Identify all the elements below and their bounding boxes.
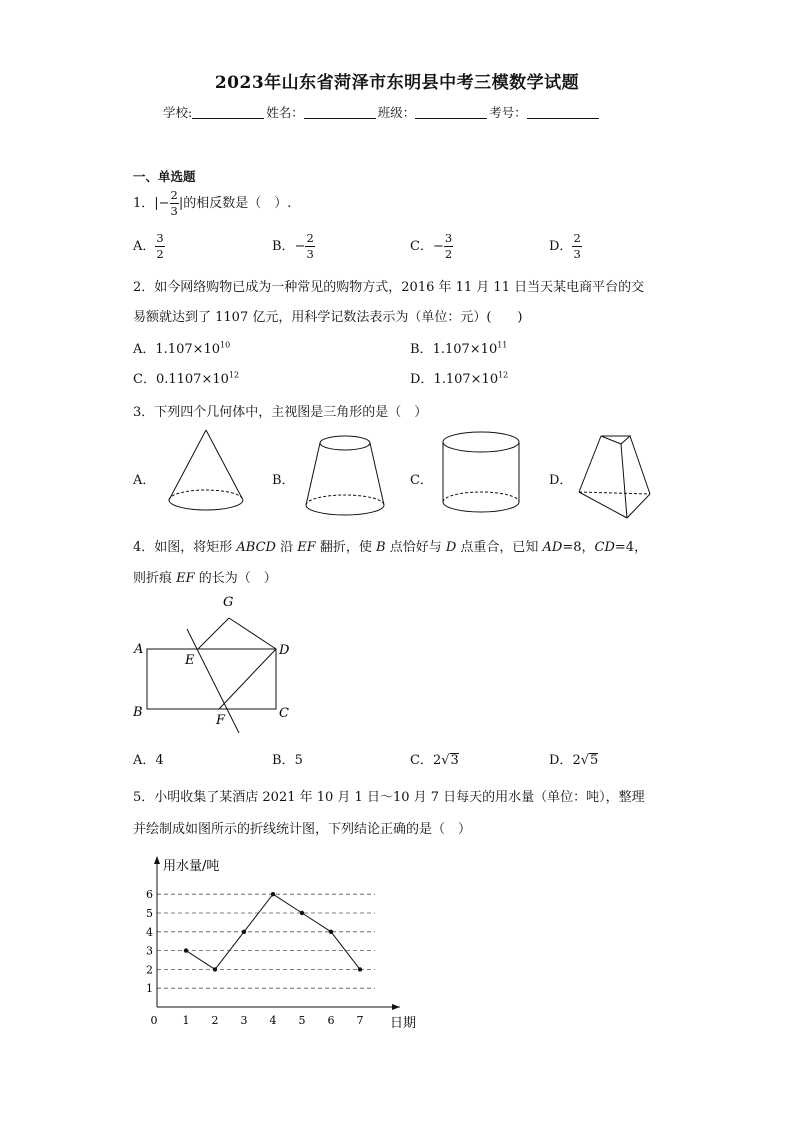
class-blank[interactable] xyxy=(415,106,487,119)
q4-option-b[interactable]: B．5 xyxy=(272,753,303,768)
name-label: 姓名： xyxy=(266,105,304,120)
data-point xyxy=(358,967,362,971)
q2-option-b[interactable]: B．$1.107\times 10^{11}$ xyxy=(410,340,508,357)
label-f: F xyxy=(216,713,226,728)
y-tick-label: 1 xyxy=(146,982,153,996)
q1-option-c[interactable]: C．− $\frac{3}{2}$ xyxy=(410,231,453,261)
q1-option-d[interactable]: D． $\frac{2}{3}$ xyxy=(549,231,581,261)
number-label: 考号： xyxy=(489,105,527,120)
question-1 xyxy=(133,190,291,217)
section-title: 一、单选题 xyxy=(133,169,196,184)
q4-option-d[interactable]: D．2√5 xyxy=(549,753,599,768)
q5-line-2: 并绘制成如图所示的折线统计图，下列结论正确的是（ ） xyxy=(133,822,472,837)
y-axis-label: 用水量/吨 xyxy=(163,859,220,874)
y-axis-arrow-icon xyxy=(154,856,160,864)
q2-option-d[interactable]: D．$1.107\times 10^{12}$ xyxy=(410,370,509,387)
x-axis-label: 日期 xyxy=(390,1016,417,1031)
x-axis-arrow-icon xyxy=(392,1004,400,1010)
q2-line-1: 2．如今网络购物已成为一种常见的购物方式，2016 年 11 月 11 日当天某电商平台的交 xyxy=(133,280,645,295)
q4-option-a[interactable]: A．4 xyxy=(133,753,164,768)
x-tick-label: 7 xyxy=(356,1014,364,1027)
q2-line-2: 易额就达到了 1107 亿元，用科学记数法表示为（单位：元）( ) xyxy=(133,310,523,325)
data-point xyxy=(271,892,275,896)
data-point xyxy=(242,930,246,934)
data-point xyxy=(213,967,217,971)
y-tick-label: 4 xyxy=(146,925,153,939)
water-usage-line-chart xyxy=(140,850,430,1040)
origin-label: 0 xyxy=(150,1014,158,1027)
y-tick-label: 5 xyxy=(146,907,153,920)
class-label: 班级： xyxy=(377,105,416,120)
y-tick-label: 6 xyxy=(146,888,153,902)
name-blank[interactable] xyxy=(304,106,376,119)
label-e: E xyxy=(185,653,195,668)
q2-option-a[interactable]: A．$1.107\times 10^{10}$ xyxy=(133,340,231,357)
data-point xyxy=(329,930,333,934)
pyramid-icon xyxy=(575,430,655,522)
label-a: A xyxy=(134,642,144,657)
q1-prefix: 1．|− xyxy=(133,196,170,211)
x-tick-label: 6 xyxy=(327,1014,335,1027)
x-tick-label: 4 xyxy=(269,1014,277,1027)
student-info-row xyxy=(163,103,601,121)
y-tick-label: 3 xyxy=(146,944,153,958)
q1-option-b[interactable]: B．− $\frac{2}{3}$ xyxy=(272,231,314,261)
q3-option-a[interactable]: A． xyxy=(133,473,156,488)
cone-icon xyxy=(165,428,247,518)
x-tick-label: 2 xyxy=(211,1014,219,1027)
q3-option-d[interactable]: D． xyxy=(549,473,573,488)
q3-option-b[interactable]: B． xyxy=(272,473,295,488)
q2-option-c[interactable]: C．$0.1107\times 10^{12}$ xyxy=(133,370,240,387)
x-tick-label: 5 xyxy=(298,1014,306,1027)
q5-line-1: 5．小明收集了某酒店 2021 年 10 月 1 日～10 月 7 日每天的用水量（单位：吨），整理 xyxy=(133,790,645,805)
label-c: C xyxy=(279,706,289,721)
label-b: B xyxy=(133,705,143,720)
school-label: 学校: xyxy=(163,105,193,120)
fold-rectangle-figure xyxy=(128,590,308,740)
label-d: D xyxy=(279,643,290,658)
x-tick-label: 3 xyxy=(240,1014,248,1027)
frustum-icon xyxy=(300,435,390,521)
label-g: G xyxy=(223,595,234,610)
q4-line-1: 4．如图，将矩形 ABCD 沿 EF 翻折，使 B 点恰好与 D 点重合，已知 AD=8，CD=4， xyxy=(133,540,648,555)
q3-option-c[interactable]: C． xyxy=(410,473,433,488)
cylinder-icon xyxy=(440,430,524,522)
q4-line-2: 则折痕 EF 的长为（ ） xyxy=(133,571,277,586)
x-tick-label: 1 xyxy=(182,1014,190,1027)
number-blank[interactable] xyxy=(527,106,599,119)
y-tick-label: 2 xyxy=(146,963,153,977)
data-point xyxy=(300,911,304,915)
q3-text: 3．下列四个几何体中，主视图是三角形的是（ ） xyxy=(133,405,428,420)
q1-fraction: $\frac{2}{3}$ xyxy=(170,188,178,218)
school-blank[interactable] xyxy=(192,106,264,119)
exam-title: 2023年山东省菏泽市东明县中考三模数学试题 xyxy=(214,73,580,93)
q1-option-a[interactable]: A． $\frac{3}{2}$ xyxy=(133,231,164,261)
q4-option-c[interactable]: C．2√3 xyxy=(410,753,459,768)
q1-suffix: |的相反数是（ ）. xyxy=(178,196,292,211)
data-point xyxy=(184,948,188,952)
